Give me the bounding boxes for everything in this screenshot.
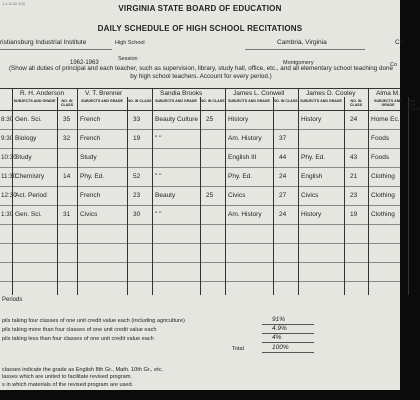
subject-cell: Gen. Sci. (15, 116, 42, 123)
school-name: ristiansburg Industrial Institute (0, 39, 87, 46)
session-year: 1962-1963 (70, 60, 99, 66)
teacher-name: Alma M. (376, 90, 400, 97)
class-size-cell: 21 (350, 173, 358, 180)
high-school-label: High School (115, 40, 145, 46)
column-rule (368, 88, 369, 295)
class-size-cell: 27 (279, 192, 287, 199)
teacher-name: V. T. Brenner (85, 90, 123, 97)
period-time: 9:30 (1, 135, 14, 142)
subject-cell: Phy. Ed. (228, 173, 253, 180)
subject-cell: Am. History (228, 135, 262, 142)
subject-cell: English (301, 173, 323, 180)
class-size-cell: 43 (350, 154, 358, 161)
stat-more-classes-value: 4.9% (272, 325, 287, 332)
class-size-cell: 33 (133, 116, 141, 123)
footnote-1: classes indicate the grade as English 8th Gr., Math. 10th Gr., etc. (2, 367, 164, 373)
stat-more-classes-label: pils taking more than four classes of one unit credit value each (2, 327, 157, 333)
session-label: Session (118, 56, 138, 62)
column-rule (298, 88, 299, 295)
total-label: Total (232, 346, 244, 352)
subject-cell: English III (228, 154, 257, 161)
period-time: 11:30 (1, 173, 17, 180)
teacher-name: James L. Conwell (233, 90, 285, 97)
total-value: 100% (272, 344, 289, 351)
class-size-cell: 31 (63, 211, 71, 218)
subject-cell: French (80, 135, 101, 142)
class-size-header: NO. IN CLASS (200, 99, 225, 103)
underline (262, 342, 314, 343)
class-size-cell: 32 (63, 135, 71, 142)
teacher-name: R. H. Anderson (20, 90, 65, 97)
subject-cell: Civics (301, 192, 319, 199)
stat-four-classes-label: pils taking four classes of one unit credit value each (including agriculture) (2, 318, 185, 324)
class-size-header: NO. IN CLASS (408, 99, 420, 111)
class-size-cell: 52 (133, 173, 141, 180)
stat-less-classes-label: pils taking less than four classes of one unit credit value each (2, 336, 154, 342)
class-size-cell: 19 (133, 135, 141, 142)
subject-cell: Foods (371, 154, 390, 161)
periods-label: Periods (2, 297, 23, 303)
class-size-header: NO. IN CLASS (60, 99, 74, 107)
subjects-grade-header: SUBJECTS AND GRADE (13, 99, 56, 103)
subject-cell: History (301, 116, 322, 123)
period-time: 10:30 (1, 154, 17, 161)
subject-cell: Act. Period (15, 192, 47, 199)
scan-border (0, 390, 400, 400)
column-rule (225, 88, 226, 295)
underline (245, 49, 365, 50)
class-size-cell: 44 (279, 154, 287, 161)
county-label-truncated: Co (395, 39, 404, 46)
column-rule (152, 88, 153, 295)
county: Montgomery (283, 60, 314, 66)
school-line (0, 39, 404, 51)
subject-cell: Foods (371, 135, 390, 142)
subject-cell: Beauty (155, 192, 176, 199)
subject-cell: " " (155, 211, 162, 218)
subject-cell: Biology (15, 135, 37, 142)
class-size-cell: 25 (206, 116, 214, 123)
form-title: DAILY SCHEDULE OF HIGH SCHOOL RECITATIONS (97, 24, 303, 33)
subcolumn-rule (57, 97, 58, 295)
subcolumn-rule (127, 97, 128, 295)
underline (262, 352, 314, 353)
subject-cell: Gen. Sci. (15, 211, 42, 218)
subject-cell: Home Ec. (371, 116, 400, 123)
instructions: (Show all duties of principal and each teacher, such as supervision, library, study hall, office, etc., and all elementary school teaching done by high school teachers. Account for every period.) (8, 65, 394, 80)
schedule-table (0, 88, 420, 295)
teacher-name: James D. Cooley (306, 90, 356, 97)
subject-cell: Am. History (228, 211, 262, 218)
column-rule (77, 88, 78, 295)
period-time: 8:30 (1, 116, 14, 123)
subject-cell: Civics (228, 192, 246, 199)
subject-cell: Clothing (371, 211, 395, 218)
subjects-grade-header: SUBJECTS AND GRADE (300, 99, 342, 103)
subject-cell: Phy. Ed. (80, 173, 105, 180)
class-size-header: NO. IN CLASS (349, 99, 363, 107)
subject-cell: Beauty Culture (155, 116, 198, 123)
class-size-cell: 24 (350, 116, 358, 123)
class-size-cell: 37 (279, 135, 287, 142)
subject-cell: Chemistry (15, 173, 45, 180)
class-size-cell: 23 (133, 192, 141, 199)
period-time: 12:30 (1, 192, 17, 199)
subject-cell: Clothing (371, 173, 395, 180)
stat-less-classes-value: 4% (272, 334, 282, 341)
footnote-2: lasses which are united to facilitate revised program. (2, 374, 132, 381)
city: Cambria, Virginia (277, 39, 327, 46)
subject-cell: Study (80, 154, 97, 161)
class-size-cell: 24 (279, 173, 287, 180)
class-size-cell: 30 (133, 211, 141, 218)
teacher-name: Sandia Brooks (160, 90, 203, 97)
class-size-cell: 14 (63, 173, 71, 180)
subject-cell: " " (155, 173, 162, 180)
subcolumn-rule (408, 97, 409, 295)
subject-cell: History (228, 116, 249, 123)
subject-cell: " " (155, 135, 162, 142)
period-time: 1:30 (1, 211, 14, 218)
class-size-cell: 19 (350, 211, 358, 218)
table-rule (0, 88, 400, 89)
subjects-grade-header: SUBJECTS AND GRADE (228, 99, 270, 103)
class-size-cell: 35 (63, 116, 71, 123)
subcolumn-rule (200, 97, 201, 295)
board-heading: VIRGINIA STATE BOARD OF EDUCATION (118, 4, 282, 13)
footnote-3: s in which materials of the revised program are used. (2, 381, 134, 388)
subjects-grade-header: SUBJECTS AND GRADE (374, 99, 402, 107)
county-label: Co (390, 62, 398, 68)
class-size-header: NO. IN CLASS (127, 99, 152, 103)
subject-cell: French (80, 192, 101, 199)
subject-cell: Clothing (371, 192, 395, 199)
form-id: 1-1-5-52-100 (2, 1, 26, 6)
subject-cell: History (301, 211, 322, 218)
subcolumn-rule (344, 97, 345, 295)
subject-cell: Civics (80, 211, 98, 218)
subcolumn-rule (273, 97, 274, 295)
subject-cell: Study (15, 154, 32, 161)
footnotes (2, 367, 163, 389)
class-size-cell: 24 (279, 211, 287, 218)
underline (0, 49, 112, 50)
subject-cell: French (80, 116, 101, 123)
stat-four-classes-value: 91% (272, 316, 286, 323)
enrollment-stats (0, 318, 400, 358)
class-size-cell: 23 (350, 192, 358, 199)
subjects-grade-header: SUBJECTS AND GRADE (81, 99, 123, 103)
subject-cell: Phy. Ed. (301, 154, 326, 161)
class-size-header: NO. IN CLASS (273, 99, 298, 103)
class-size-cell: 25 (206, 192, 214, 199)
subjects-grade-header: SUBJECTS AND GRADE (155, 99, 197, 103)
